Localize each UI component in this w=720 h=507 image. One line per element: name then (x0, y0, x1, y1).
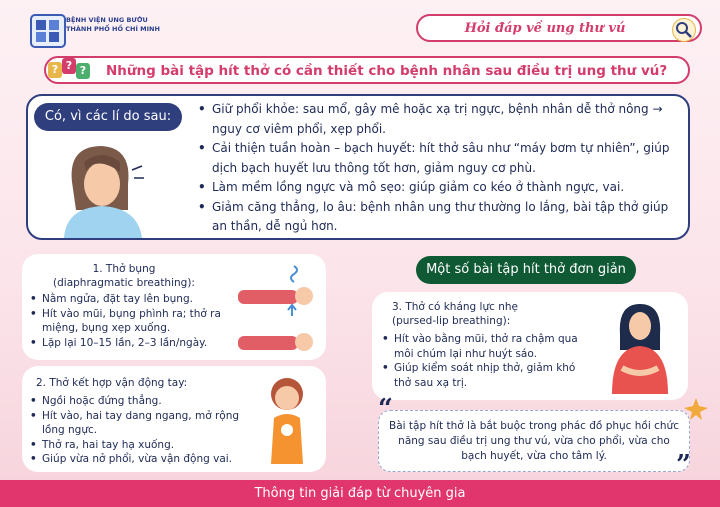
hospital-name-line2: THÀNH PHỐ HỒ CHÍ MINH (66, 25, 160, 33)
logo-icon (32, 16, 64, 46)
hospital-logo (30, 14, 66, 48)
quote-box (378, 410, 690, 472)
exercise-1-title (36, 262, 212, 290)
open-quote-icon: “ (378, 394, 393, 424)
hospital-name (66, 16, 160, 34)
quote-text: Bài tập hít thở là bắt buộc trong phác đồ phục hồi chức năng sau điều trị ung thư vú, vừa cho phổi, vừa cho bạch huyết, vừa cho tâm lý. (389, 420, 679, 462)
exercise-card-3 (372, 292, 688, 400)
breathing-woman-illustration (58, 140, 154, 238)
topic-banner (416, 14, 702, 42)
question-marks-icon: ? ? ? (48, 58, 96, 80)
exercise-3-list (380, 332, 592, 390)
exercise-1-list (28, 292, 228, 350)
topic-title: Hỏi đáp về ung thư vú (464, 21, 626, 36)
list-item: • Hít vào mũi, bụng phình ra; thở ra miệng, bụng xẹp xuống. (28, 307, 228, 336)
magnifier-icon (672, 18, 696, 42)
woman-breathing-illustration (596, 298, 684, 396)
exercise-3-title (392, 300, 552, 328)
list-item: • Ngồi hoặc đứng thẳng. (28, 394, 246, 409)
reason-item: • Giữ phổi khỏe: sau mổ, gây mê hoặc xạ trị ngực, bệnh nhân dễ thở nông → nguy cơ viêm phổi, xẹp phổi. (198, 100, 682, 139)
list-item: • Lặp lại 10–15 lần, 2–3 lần/ngày. (28, 336, 228, 351)
exercise-1-subtitle: (diaphragmatic breathing): (53, 277, 195, 289)
exercises-section-title: Một số bài tập hít thở đơn giản (416, 256, 636, 284)
exercise-2-title: 2. Thở kết hợp vận động tay: (36, 377, 188, 389)
reasons-list (198, 100, 682, 237)
exercise-2-list (28, 394, 246, 467)
close-quote-icon: ” (676, 450, 691, 480)
hospital-name-line1: BỆNH VIỆN UNG BƯỚU (66, 16, 148, 24)
lying-breathing-illustration (232, 260, 322, 356)
exercise-1-name: 1. Thở bụng (92, 263, 156, 275)
exercise-3-name: 3. Thở có kháng lực nhẹ (392, 301, 518, 313)
exercise-card-1 (22, 254, 326, 360)
reason-item: • Giảm căng thẳng, lo âu: bệnh nhân ung thư thường lo lắng, bài tập thở giúp an thần, dễ ngủ hơn. (198, 198, 682, 237)
reason-item: • Làm mềm lồng ngực và mô sẹo: giúp giảm co kéo ở thành ngực, vai. (198, 178, 682, 198)
footer-banner: Thông tin giải đáp từ chuyên gia (0, 480, 720, 507)
list-item: • Giúp kiểm soát nhịp thở, giảm khó thở sau xạ trị. (380, 361, 592, 390)
girl-illustration (254, 372, 320, 468)
list-item: • Giúp vừa nở phổi, vừa vận động vai. (28, 452, 246, 467)
list-item: • Nằm ngửa, đặt tay lên bụng. (28, 292, 228, 307)
exercise-card-2 (22, 366, 326, 472)
exercise-3-subtitle: (pursed-lip breathing): (392, 315, 511, 327)
reason-item: • Cải thiện tuần hoàn – bạch huyết: hít thở sâu như “máy bơm tự nhiên”, giúp dịch bạch huyết lưu thông tốt hơn, giảm nguy cơ phù. (198, 139, 682, 178)
list-item: • Hít vào bằng mũi, thở ra chậm qua môi chúm lại như huýt sáo. (380, 332, 592, 361)
reasons-tab: Có, vì các lí do sau: (34, 103, 182, 131)
list-item: • Hít vào, hai tay dang ngang, mở rộng lồng ngực. (28, 409, 246, 438)
sparkle-icon (682, 396, 710, 422)
question-text: Những bài tập hít thở có cần thiết cho bệnh nhân sau điều trị ung thư vú? (106, 63, 668, 79)
question-bar (44, 56, 690, 84)
list-item: • Thở ra, hai tay hạ xuống. (28, 438, 246, 453)
